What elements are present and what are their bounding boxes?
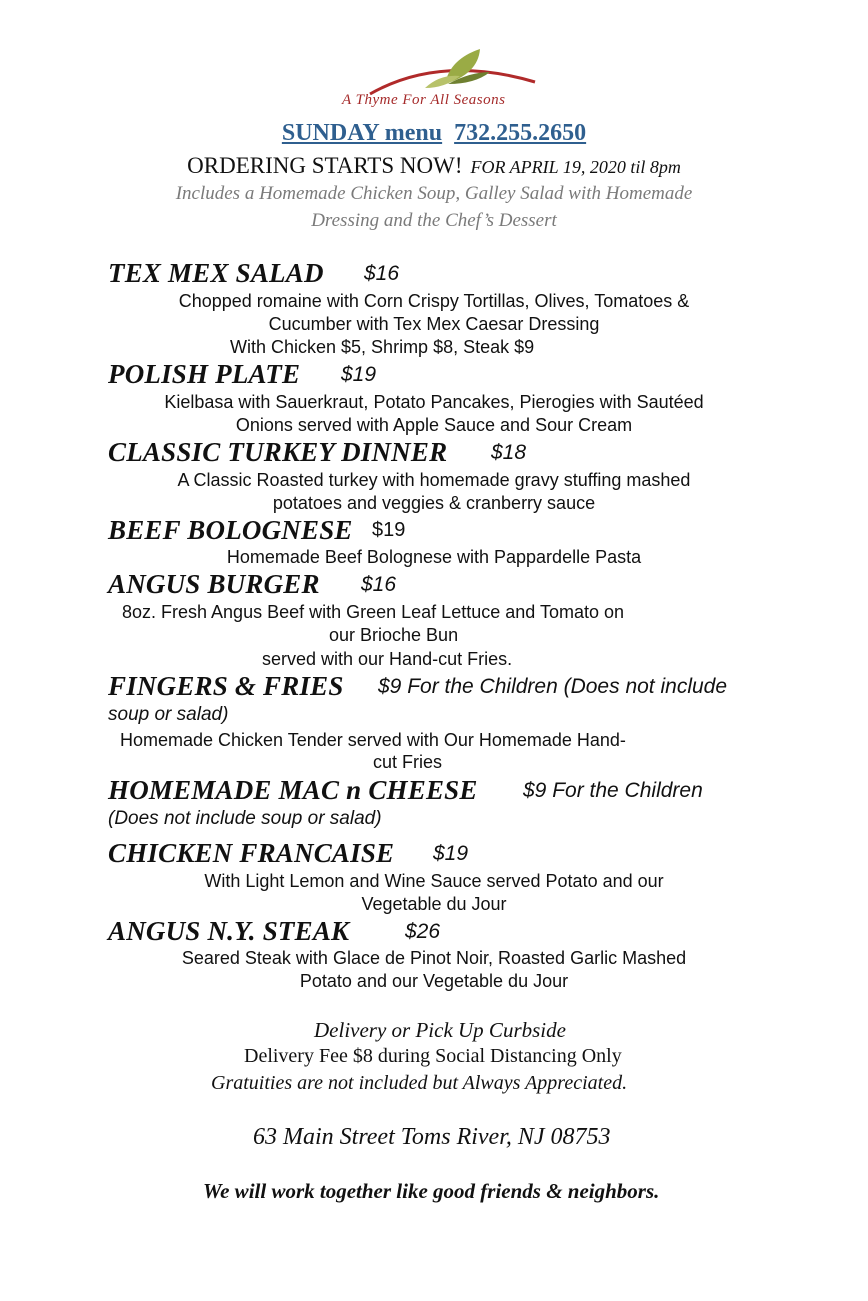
item-note: soup or salad) [108, 704, 229, 725]
logo-text: A Thyme For All Seasons [342, 92, 506, 108]
item-price: $18 [491, 441, 527, 464]
item-desc: Homemade Beef Bolognese with Pappardelle Pasta [226, 547, 642, 567]
menu-header-line [0, 120, 868, 147]
logo [330, 44, 570, 114]
includes-line-2: Dressing and the Chef’s Dessert [311, 210, 557, 231]
item-title: POLISH PLATE [108, 359, 301, 389]
gratuities-note: Gratuities are not included but Always Appreciated. [211, 1072, 628, 1094]
date-note: FOR APRIL 19, 2020 til 8pm [470, 157, 681, 177]
item-title: BEEF BOLOGNESE [108, 515, 353, 545]
item-desc: Homemade Chicken Tender served with Our Homemade Hand- [120, 730, 626, 750]
item-price: $19 [341, 363, 377, 386]
item-desc: Potato and our Vegetable du Jour [299, 971, 569, 991]
item-desc: A Classic Roasted turkey with homemade gravy stuffing mashed [177, 470, 691, 490]
item-title: CLASSIC TURKEY DINNER [108, 437, 448, 467]
phone-number[interactable]: 732.255.2650 [454, 120, 587, 146]
ordering-text: ORDERING STARTS NOW! [187, 153, 463, 178]
motto: We will work together like good friends & neighbors. [203, 1179, 660, 1203]
item-title: ANGUS N.Y. STEAK [108, 916, 350, 946]
item-price: $19 [433, 842, 469, 865]
delivery-note: Delivery or Pick Up Curbside [314, 1018, 566, 1042]
menu-label: SUNDAY menu [281, 120, 443, 146]
item-title: HOMEMADE MAC n CHEESE [108, 775, 478, 805]
item-price: $16 [364, 262, 400, 285]
item-desc: Vegetable du Jour [361, 894, 507, 914]
item-price: $19 [372, 519, 406, 541]
item-note: (Does not include soup or salad) [108, 808, 382, 829]
item-title: CHICKEN FRANCAISE [108, 838, 395, 868]
includes-line-1: Includes a Homemade Chicken Soup, Galley Salad with Homemade [175, 183, 693, 204]
delivery-fee: Delivery Fee $8 during Social Distancing Only [244, 1045, 622, 1067]
item-title: TEX MEX SALAD [108, 258, 324, 288]
item-title: ANGUS BURGER [108, 569, 320, 599]
item-desc: served with our Hand-cut Fries. [262, 649, 513, 669]
item-desc: cut Fries [373, 752, 443, 772]
item-price: $16 [361, 573, 397, 596]
item-desc: Kielbasa with Sauerkraut, Potato Pancakes, Pierogies with Sautéed [164, 392, 704, 412]
item-title: FINGERS & FRIES [108, 671, 344, 701]
item-desc: 8oz. Fresh Angus Beef with Green Leaf Lettuce and Tomato on [122, 602, 624, 622]
item-desc: Cucumber with Tex Mex Caesar Dressing [268, 314, 600, 334]
item-desc: With Chicken $5, Shrimp $8, Steak $9 [230, 337, 535, 357]
address: 63 Main Street Toms River, NJ 08753 [253, 1124, 611, 1150]
item-price: $26 [405, 920, 441, 943]
item-desc: Chopped romaine with Corn Crispy Tortillas, Olives, Tomatoes & [178, 291, 690, 311]
item-desc: Onions served with Apple Sauce and Sour Cream [235, 415, 633, 435]
item-desc: With Light Lemon and Wine Sauce served Potato and our [204, 871, 664, 891]
item-desc: our Brioche Bun [329, 625, 459, 645]
item-price: $9 For the Children [523, 779, 703, 802]
item-desc: potatoes and veggies & cranberry sauce [272, 493, 596, 513]
item-price: $9 For the Children (Does not include [378, 675, 728, 698]
item-desc: Seared Steak with Glace de Pinot Noir, Roasted Garlic Mashed [181, 948, 687, 968]
ordering-line [0, 153, 868, 179]
